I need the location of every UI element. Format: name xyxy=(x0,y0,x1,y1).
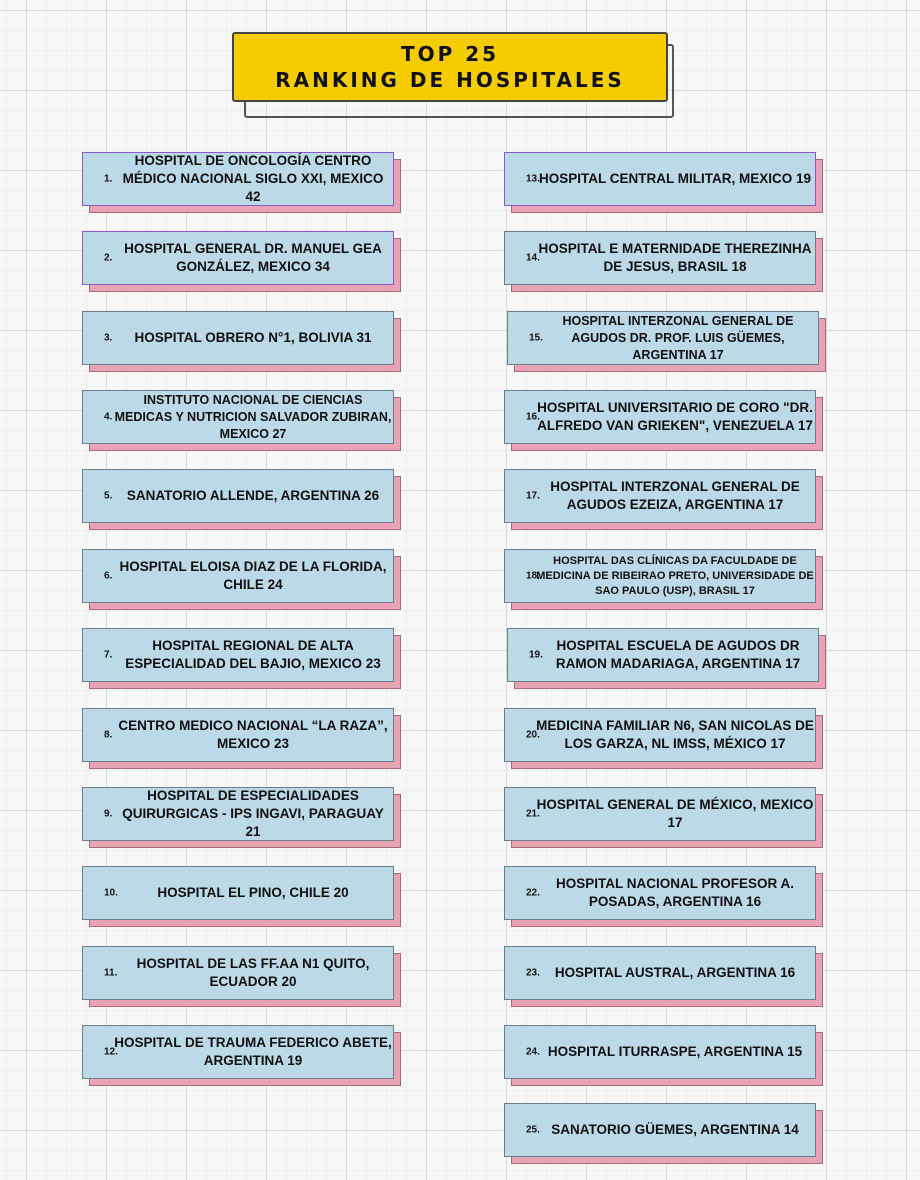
ranking-number: 21. xyxy=(526,808,540,820)
ranking-text: HOSPITAL AUSTRAL, ARGENTINA 16 xyxy=(554,965,796,980)
ranking-text: HOSPITAL EL PINO, CHILE 20 xyxy=(157,885,349,900)
ranking-item-2 xyxy=(82,231,394,285)
ranking-text: SANATORIO ALLENDE, ARGENTINA 26 xyxy=(126,488,380,503)
ranking-item-1 xyxy=(82,152,394,206)
ranking-text: INSTITUTO NACIONAL DE CIENCIAS MEDICAS Y NUTRICION SALVADOR ZUBIRAN, MEXICO 27 xyxy=(114,392,392,441)
ranking-text: HOSPITAL DAS CLÍNICAS DA FACULDADE DE MEDICINA DE RIBEIRAO PRETO, UNIVERSIDADE DE SAO PAULO (USP), BRASIL 17 xyxy=(536,554,814,597)
ranking-text: HOSPITAL NACIONAL PROFESOR A. POSADAS, ARGENTINA 16 xyxy=(555,876,795,909)
ranking-item-11 xyxy=(82,946,394,1000)
ranking-number: 13. xyxy=(526,173,540,185)
ranking-item-3 xyxy=(82,311,394,365)
title-box xyxy=(232,32,668,102)
ranking-text: HOSPITAL DE LAS FF.AA N1 QUITO, ECUADOR 20 xyxy=(136,956,370,989)
ranking-text: MEDICINA FAMILIAR N6, SAN NICOLAS DE LOS GARZA, NL IMSS, MÉXICO 17 xyxy=(536,718,814,751)
ranking-item-24 xyxy=(504,1025,816,1079)
ranking-item-4 xyxy=(82,390,394,444)
ranking-text: CENTRO MEDICO NACIONAL “LA RAZA”, MEXICO 23 xyxy=(118,718,388,751)
ranking-number: 7. xyxy=(104,649,113,661)
ranking-number: 24. xyxy=(526,1046,540,1058)
ranking-item-14 xyxy=(504,231,816,285)
ranking-number: 9. xyxy=(104,808,113,820)
ranking-number: 6. xyxy=(104,570,113,582)
ranking-number: 20. xyxy=(526,729,540,741)
ranking-number: 11. xyxy=(104,967,118,979)
ranking-number: 1. xyxy=(104,173,113,185)
ranking-item-8 xyxy=(82,708,394,762)
ranking-item-23 xyxy=(504,946,816,1000)
ranking-item-17 xyxy=(504,469,816,523)
ranking-number: 25. xyxy=(526,1124,540,1136)
ranking-text: HOSPITAL CENTRAL MILITAR, MEXICO 19 xyxy=(538,171,812,186)
ranking-number: 10. xyxy=(104,887,118,899)
ranking-item-5 xyxy=(82,469,394,523)
ranking-number: 23. xyxy=(526,967,540,979)
ranking-text: HOSPITAL DE ESPECIALIDADES QUIRURGICAS - IPS INGAVI, PARAGUAY 21 xyxy=(122,788,384,839)
ranking-text: HOSPITAL REGIONAL DE ALTA ESPECIALIDAD DEL BAJIO, MEXICO 23 xyxy=(125,638,381,671)
ranking-text: HOSPITAL ELOISA DIAZ DE LA FLORIDA, CHILE 24 xyxy=(119,559,387,592)
ranking-number: 22. xyxy=(526,887,540,899)
ranking-text: HOSPITAL INTERZONAL GENERAL DE AGUDOS EZEIZA, ARGENTINA 17 xyxy=(550,479,800,512)
ranking-item-21 xyxy=(504,787,816,841)
ranking-text: HOSPITAL DE TRAUMA FEDERICO ABETE, ARGENTINA 19 xyxy=(114,1035,392,1068)
title-line-1: TOP 25 xyxy=(400,42,500,66)
ranking-number: 12. xyxy=(104,1046,118,1058)
ranking-item-25 xyxy=(504,1103,816,1157)
ranking-item-18 xyxy=(504,549,816,603)
ranking-item-12 xyxy=(82,1025,394,1079)
ranking-number: 18. xyxy=(526,570,540,582)
ranking-text: HOSPITAL DE ONCOLOGÍA CENTRO MÉDICO NACIONAL SIGLO XXI, MEXICO 42 xyxy=(122,153,384,204)
ranking-text: HOSPITAL OBRERO N°1, BOLIVIA 31 xyxy=(134,330,372,345)
ranking-number: 8. xyxy=(104,729,113,741)
ranking-item-22 xyxy=(504,866,816,920)
ranking-number: 16. xyxy=(526,411,540,423)
ranking-text: HOSPITAL INTERZONAL GENERAL DE AGUDOS DR. PROF. LUIS GÜEMES, ARGENTINA 17 xyxy=(562,313,794,362)
ranking-text: HOSPITAL E MATERNIDADE THEREZINHA DE JESUS, BRASIL 18 xyxy=(538,241,812,274)
ranking-item-15 xyxy=(507,311,819,365)
ranking-item-19 xyxy=(507,628,819,682)
ranking-text: HOSPITAL UNIVERSITARIO DE CORO "DR. ALFREDO VAN GRIEKEN", VENEZUELA 17 xyxy=(537,400,813,433)
ranking-number: 2. xyxy=(104,252,113,264)
ranking-number: 15. xyxy=(529,332,543,344)
ranking-text: SANATORIO GÜEMES, ARGENTINA 14 xyxy=(551,1122,799,1137)
ranking-item-10 xyxy=(82,866,394,920)
ranking-number: 3. xyxy=(104,332,113,344)
ranking-item-20 xyxy=(504,708,816,762)
ranking-item-13 xyxy=(504,152,816,206)
ranking-text: HOSPITAL GENERAL DE MÉXICO, MEXICO 17 xyxy=(536,797,814,830)
ranking-number: 14. xyxy=(526,252,540,264)
ranking-text: HOSPITAL GENERAL DR. MANUEL GEA GONZÁLEZ, MEXICO 34 xyxy=(124,241,382,274)
ranking-number: 19. xyxy=(529,649,543,661)
ranking-item-16 xyxy=(504,390,816,444)
ranking-number: 5. xyxy=(104,490,113,502)
ranking-item-9 xyxy=(82,787,394,841)
title-banner xyxy=(232,32,672,106)
ranking-item-6 xyxy=(82,549,394,603)
ranking-text: HOSPITAL ITURRASPE, ARGENTINA 15 xyxy=(547,1044,803,1059)
title-line-2: RANKING DE HOSPITALES xyxy=(275,68,625,92)
ranking-number: 17. xyxy=(526,490,540,502)
ranking-text: HOSPITAL ESCUELA DE AGUDOS DR RAMON MADARIAGA, ARGENTINA 17 xyxy=(555,638,801,671)
ranking-number: 4. xyxy=(104,411,113,423)
ranking-item-7 xyxy=(82,628,394,682)
